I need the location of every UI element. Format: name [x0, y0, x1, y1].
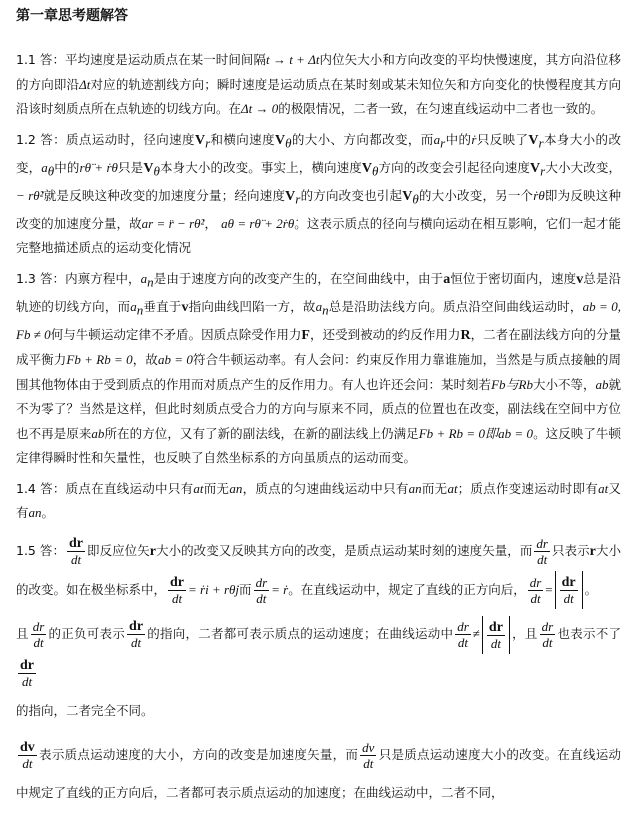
answer-1-3-text-l: 符合牛顿运动率。有人会问：约束反作用力靠谁施加，当然是与质点接触的周围其他物体由于受到质点的作用而对质点产生的反作用力。有人也许还会问：某时刻若	[16, 352, 621, 392]
radial-accel-symbol: a	[433, 131, 441, 147]
answer-1-6-text-b: 只是质点运动速度大小的改变。在直线运动中规定了直线的正方向后，二者都可表示质点运动的加速度；在曲线运动中，二者不同，	[16, 746, 621, 800]
answer-1-2-text-o: 即为反映这种改变的加速度分量，故	[16, 187, 621, 231]
accel-term: rθ̈ + ṙθ̇	[79, 159, 118, 175]
answer-1-2-text-d: 中的	[445, 131, 472, 147]
answer-1-5-text-a: 1.5 答：	[16, 542, 65, 558]
transverse-sub-2: θ	[153, 163, 160, 178]
answer-1-5-text-e: 大小的改变。如在极坐标系中，	[16, 542, 621, 597]
radial-rate-equation: = ṙ	[271, 581, 289, 597]
transverse-sub-4: θ	[412, 191, 419, 206]
answer-1-5-text-g: 。在直线运动中，规定了直线的正方向后，	[288, 581, 526, 597]
answer-1-2-text-i: 本身大小的改变。事实上，横向速度	[159, 159, 362, 175]
answer-1-5-text-j: 的指向，二者都可表示质点的运动速度；在曲线运动中	[147, 626, 454, 641]
answer-1-3-text-p: 。这反映了牛顿定律得瞬时性和矢量性，也反映了自然坐标系的方向虽质点的运动而变。	[16, 425, 621, 465]
velocity-vector-symbol: v	[576, 271, 584, 287]
dv-vector-over-dt: $\frac{dv}{dt}$	[20, 739, 35, 771]
answer-1-3-text-d: 总是沿轨迹的切线方向，而	[16, 270, 621, 314]
answer-1-5-text-c: 大小的改变又反映其方向的改变，是质点运动某时刻的速度矢量，而	[156, 542, 533, 558]
answer-1-4	[16, 477, 621, 526]
answer-1-2-text-b: 和横向速度	[210, 131, 275, 147]
answer-1-4-text-d: 而无	[421, 480, 448, 496]
answer-1-1-text-a: 1.1 答：平均速度是运动质点在某一时间间隔	[16, 52, 267, 67]
normal-accel-symbol-3: a	[315, 298, 323, 314]
time-interval: t → t + Δt	[266, 52, 320, 67]
chapter-title: 第一章思考题解答	[16, 8, 128, 24]
dr-over-dt-2: $\frac{dr}{dt}$	[255, 574, 268, 606]
answer-1-2-text-j: 方向的改变会引起径向速度	[378, 159, 531, 175]
tangential-accel-3: at	[598, 480, 609, 496]
polar-velocity-equation: = ṙi + rθ̇j	[188, 581, 240, 597]
answer-1-5-text-f: 而	[239, 581, 252, 597]
dr-vector-over-dt-2: $\frac{dr}{dt}$	[170, 574, 185, 606]
radial-velocity-symbol-2: V	[528, 132, 539, 148]
dv-over-dt: $\frac{dv}{dt}$	[362, 739, 375, 771]
radial-accel-equation: ar = r̈ − rθ̇²	[141, 215, 205, 231]
answer-1-5-text-d: 只表示	[551, 542, 590, 558]
r-dot-symbol: ṙ	[471, 131, 477, 147]
document-page	[16, 6, 621, 818]
radial-velocity-symbol-4: V	[285, 188, 296, 204]
velocity-vector-symbol-2: v	[181, 299, 189, 315]
transverse-sub: θ	[285, 135, 292, 150]
answer-1-3-text-a: 1.3 答：内禀方程中，	[16, 270, 141, 286]
answer-1-5: 1.5 答： $\frac{dr}{dt}$ 即反应位矢r大小的改变又反映其方向的改变，是质点运动某时刻的速度矢量，而 $\frac{dr}{dt}$ 只表示r大小的改变。如在极坐标系中， $\frac{dr}{dt}$ = ṙi + rθ̇j而 $\frac{dr}{dt}$ = ṙ。在直线运动中，规定了直线的正方向后， $\frac{dr}{dt}$ = $\frac{dr}{dt}$ 。	[16, 532, 621, 610]
delta-t: Δt	[79, 76, 91, 92]
dr-over-dt-3: $\frac{dr}{dt}$	[529, 574, 542, 606]
answer-1-5-text-l: 也表示不了	[557, 626, 621, 641]
normal-accel-2: an	[408, 480, 422, 496]
answer-1-4-text-a: 1.4 答：质点在直线运动中只有	[16, 480, 194, 496]
normal-accel-symbol: a	[140, 270, 148, 286]
transverse-sub-3: θ	[372, 163, 379, 178]
dr-over-dt-4: $\frac{dr}{dt}$	[32, 619, 45, 650]
dr-vector-over-dt: $\frac{dr}{dt}$	[69, 535, 83, 567]
transverse-accel-sub: θ	[47, 163, 55, 178]
answer-1-2-text-p: 。这表示质点的径向与横向运动在相互影响，它们一起才能完整地描述质点的运动变化情况	[16, 215, 621, 255]
centripetal-term: − rθ̇²	[16, 187, 44, 203]
answer-1-1-text-b: 内位矢大小和方向改变的平均快慢速度，其方向沿位移的方向即沿	[16, 52, 621, 92]
accel-vector-symbol: a	[443, 271, 451, 287]
radial-velocity-symbol: V	[194, 132, 206, 148]
transverse-velocity-symbol: V	[274, 132, 286, 148]
tangential-accel: at	[193, 480, 204, 496]
answer-1-1-text-d: 的极限情况，二者一致，在匀速直线运动中二者也一致的。	[278, 101, 604, 116]
tangential-accel-2: at	[447, 480, 458, 496]
binormal-accel-symbol-2: ab	[91, 425, 105, 441]
answer-1-5-text-i: 的正负可表示	[48, 626, 126, 641]
answer-1-2-text-m: 的方向改变也引起	[300, 187, 403, 203]
binormal-equation-3: ab = 0	[157, 352, 193, 367]
binormal-equation-2: Fb + Rb = 0	[66, 352, 133, 367]
binormal-accel-symbol: ab	[595, 376, 609, 392]
reaction-symbol: R	[460, 327, 471, 343]
answer-1-2-text-c: 的大小、方向都改变，而	[291, 131, 434, 147]
answer-1-1	[16, 48, 621, 122]
normal-sub-3: n	[322, 302, 329, 317]
radial-sub-4: r	[295, 191, 301, 206]
answer-1-3-text-b: 是由于速度方向的改变产生的，在空间曲线中，由于	[153, 270, 444, 286]
radial-velocity-symbol-3: V	[530, 160, 541, 176]
dr-vector-over-dt-3: $\frac{dr}{dt}$	[129, 619, 144, 650]
transverse-accel-equation: aθ = rθ̈ + 2ṙθ̇	[221, 215, 295, 231]
radial-sub-2: r	[538, 135, 544, 150]
answer-1-5-text-m: 的指向，二者完全不同。	[16, 702, 154, 718]
radial-sub: r	[205, 135, 211, 150]
abs-dr-vector-over-dt: $\frac{dr}{dt}$	[555, 571, 583, 609]
answer-1-3-text-f: 指向曲线凹陷一方，故	[188, 298, 316, 314]
normal-sub-2: n	[136, 302, 144, 317]
answer-1-4-text-e: ；质点作变速运动时即有	[457, 480, 599, 496]
answer-1-3-text-i: ，还受到被动的约反作用力	[309, 326, 461, 342]
radial-sub-3: r	[540, 163, 546, 178]
answer-1-5-text-h: 且	[16, 626, 29, 641]
dr-over-dt: $\frac{dr}{dt}$	[536, 535, 548, 567]
abs-dr-vector-over-dt-2: $\frac{dr}{dt}$	[482, 616, 510, 654]
normal-accel-3: an	[28, 505, 42, 520]
answer-1-6	[16, 736, 621, 812]
answer-1-2-text-k: 大小大改变，	[545, 159, 621, 175]
normal-accel-symbol-2: a	[130, 298, 137, 314]
answer-1-5-text-k: ，且	[511, 626, 538, 641]
answer-1-2-text-f: 本身大小的改变，	[16, 131, 621, 175]
answer-1-3-text-e: 垂直于	[143, 298, 182, 314]
answer-1-5-continued: 且 $\frac{dr}{dt}$ 的正负可表示 $\frac{dr}{dt}$ 的指向，二者都可表示质点的运动速度；在曲线运动中 $\frac{dr}{dt}$ ≠ $\frac{dr}{dt}$ ，且 $\frac{dr}{dt}$ 也表示不了 $\frac{dr}{dt}$ 的指向，二者完全不同。	[16, 615, 621, 730]
answer-1-3-text-g: 总是沿助法线方向。质点沿空间曲线运动时，	[328, 298, 583, 314]
answer-1-1-text-c: 对应的轨迹割线方向；瞬时速度是运动质点在某时刻或某未知位矢和方向变化的快慢程度其方向沿该时刻质点所在点轨迹的切线方向。在	[16, 76, 621, 116]
dr-over-dt-6: $\frac{dr}{dt}$	[541, 619, 554, 650]
normal-sub: n	[147, 274, 154, 289]
transverse-velocity-symbol-3: V	[361, 160, 373, 176]
answer-1-2-text-h: 只是	[117, 159, 144, 175]
answer-1-2-text-n: 的大小改变，另一个	[418, 187, 534, 203]
answer-1-3-text-j: ，二者在副法线方向的分量成平衡力	[16, 326, 621, 367]
transverse-velocity-symbol-4: V	[402, 188, 413, 204]
coriolis-term: ṙθ̇	[533, 187, 545, 203]
transverse-velocity-symbol-2: V	[143, 160, 154, 176]
answer-1-2-text-g: 中的	[54, 159, 80, 175]
answer-1-4-text-c: ，质点的匀速曲线运动中只有	[242, 480, 409, 496]
binormal-equation-4: Fb + Rb = 0即ab = 0	[418, 425, 533, 441]
answer-1-6-text-a: 表示质点运动速度的大小，方向的改变是加速度矢量，而	[38, 746, 359, 762]
dr-over-dt-5: $\frac{dr}{dt}$	[457, 619, 469, 650]
answer-1-3-text-n: 就不为零了？当然是这样，但此时刻质点受合力的方向与原来不同，质点的位置也在改变，副法线在空间中方位也不再是原来	[16, 376, 621, 441]
answer-1-3	[16, 267, 621, 471]
binormal-equation-1: ab = 0, Fb ≠ 0	[16, 298, 621, 342]
answer-1-4-text-f: 又有	[16, 480, 621, 520]
answer-1-3-text-o: 所在的方位，又有了新的副法线，在新的副法线上仍满足	[104, 425, 419, 441]
answer-1-2: 1.2 答：质点运动时，径向速度$V_r$和横向速度$V_\theta$的大小、方向都改变，而$a_r$中的ṙ只反映了$V_r$本身大小的改变，$a_\theta$中的rθ̈ + ṙθ̇只是$V_\theta$本身大小的改变。事实上，横向速度$V_\theta$方向的改变会引起径向速度$V_r$大小大改变，− rθ̇²就是反映这种改变的加速度分量；经向速度$V_r$的方向改变也引起$V_\theta$的大小改变，另一个ṙθ̇即为反映这种改变的加速度分量，故ar = r̈ − rθ̇²， aθ = rθ̈ + 2ṙθ̇。这表示质点的径向与横向运动在相互影响，它们一起才能完整地描述质点的运动变化情况	[16, 131, 621, 255]
answer-1-4-text-g: 。	[41, 505, 55, 520]
force-reaction-pair: Fb与Rb	[491, 376, 533, 392]
radial-accel-sub: r	[440, 135, 446, 150]
answer-1-2-text-a: 1.2 答：质点运动时，径向速度	[16, 131, 195, 147]
dr-vector-over-dt-4: $\frac{dr}{dt}$	[20, 657, 34, 689]
normal-accel: an	[229, 480, 243, 496]
transverse-accel-symbol: a	[41, 159, 48, 175]
force-symbol: F	[301, 327, 310, 343]
position-vector-symbol: r	[149, 543, 156, 559]
answer-1-3-text-k: ，故	[132, 352, 158, 367]
answer-1-3-text-m: 大小不等，	[532, 376, 596, 392]
limit-expression: Δt → 0	[241, 101, 279, 116]
answer-1-2-text-l: 就是反映这种改变的加速度分量；经向速度	[43, 187, 286, 203]
position-vector-symbol-2: r	[589, 543, 596, 559]
answer-1-5-text-b: 即反应位矢	[87, 542, 150, 558]
answer-1-3-text-c: 恒位于密切面内，速度	[450, 270, 577, 286]
answer-1-2-text-e: 只反映了	[476, 131, 529, 147]
answer-1-4-text-b: 而无	[203, 480, 230, 496]
answer-1-3-text-h: 何与牛顿运动定律不矛盾。因质点除受作用力	[50, 326, 302, 342]
